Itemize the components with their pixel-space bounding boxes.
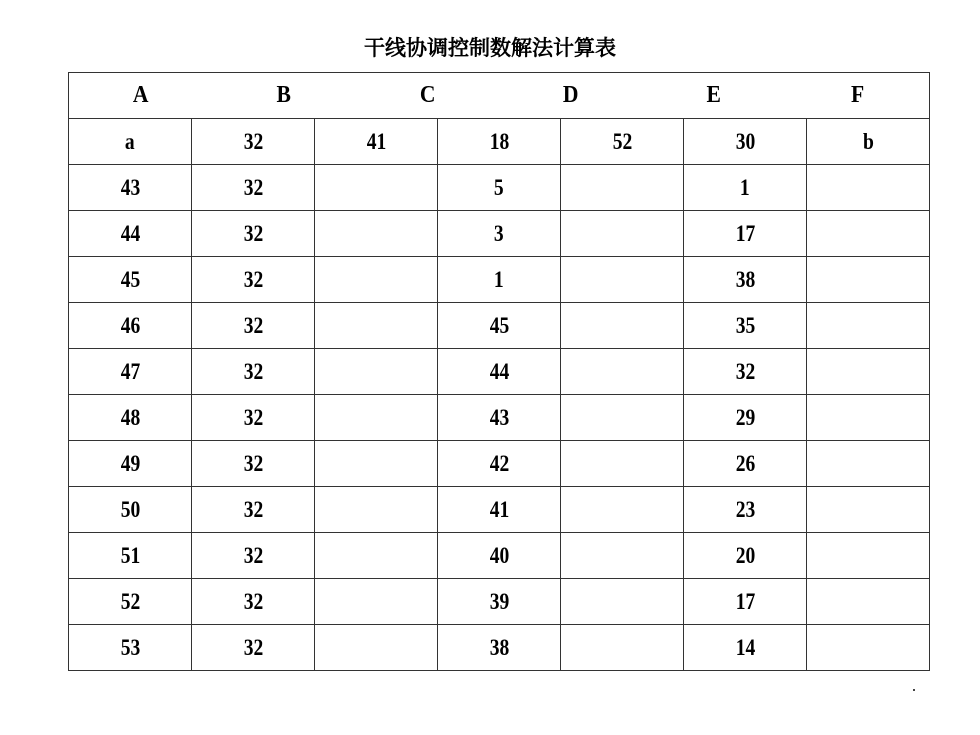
table-cell [684,487,807,533]
table-cell [69,487,192,533]
cell-value: 29 [735,404,755,430]
sub-header-row [69,119,930,165]
table-cell [315,257,438,303]
table-cell [438,395,561,441]
table-row [69,395,930,441]
table-cell [807,395,930,441]
cell-value: 23 [735,496,755,522]
table-cell [438,349,561,395]
table-row [69,349,930,395]
table-cell [192,165,315,211]
table-row [69,487,930,533]
table-cell [684,303,807,349]
cell-value: 45 [489,312,509,338]
cell-value: 43 [489,404,509,430]
cell-value: 47 [120,358,140,384]
table-cell [684,165,807,211]
table-cell [69,441,192,487]
cell-value: 51 [120,542,140,568]
table-row [69,441,930,487]
cell-value: 44 [120,220,140,246]
cell-value: 30 [735,128,755,154]
cell-value: 32 [243,312,263,338]
table-cell [69,533,192,579]
table-cell [192,441,315,487]
table-cell [561,165,684,211]
table-cell [438,625,561,671]
table-cell [438,119,561,165]
table-cell [561,257,684,303]
table-cell [561,625,684,671]
cell-value: 3 [494,220,504,246]
table-cell [807,165,930,211]
cell-value: 5 [494,174,504,200]
table-cell [69,349,192,395]
cell-value: 32 [243,634,263,660]
table-cell [69,395,192,441]
cell-value: 32 [243,588,263,614]
cell-value: 43 [120,174,140,200]
table-cell [315,119,438,165]
table-cell [315,303,438,349]
table-cell [807,625,930,671]
table-cell [684,579,807,625]
table-cell [807,349,930,395]
table-cell [315,579,438,625]
table-cell [807,487,930,533]
cell-value: 14 [735,634,755,660]
header-letter-e: E [706,82,722,108]
cell-value: 41 [489,496,509,522]
table-cell [315,625,438,671]
cell-value: 52 [612,128,632,154]
table-cell [561,395,684,441]
cell-value: 20 [735,542,755,568]
table-cell [684,625,807,671]
cell-value: 17 [735,220,755,246]
table-cell [192,487,315,533]
cell-value: 48 [120,404,140,430]
table-cell [192,119,315,165]
table-row [69,165,930,211]
data-table [68,118,930,671]
cell-value: 32 [243,174,263,200]
cell-value: 18 [489,128,509,154]
cell-value: 32 [243,542,263,568]
cell-value: 39 [489,588,509,614]
table-cell [69,165,192,211]
table-cell [561,119,684,165]
header-letter-row [68,72,930,118]
header-letter-a: A [132,82,149,108]
table-cell [561,533,684,579]
cell-value: 35 [735,312,755,338]
table-cell [192,395,315,441]
table-row [69,579,930,625]
cell-value: 17 [735,588,755,614]
cell-value: b [862,128,874,154]
cell-value: 32 [243,266,263,292]
table-cell [807,257,930,303]
table-cell [315,211,438,257]
table-cell [192,579,315,625]
table-cell [561,441,684,487]
table-cell [438,579,561,625]
cell-value: 42 [489,450,509,476]
cell-value: 32 [243,220,263,246]
table-cell [807,441,930,487]
cell-value: 40 [489,542,509,568]
table-cell [315,487,438,533]
table-cell [561,211,684,257]
cell-value: 50 [120,496,140,522]
cell-value: 38 [489,634,509,660]
table-cell [684,257,807,303]
table-cell [684,349,807,395]
cell-value: 32 [243,404,263,430]
table-cell [561,487,684,533]
table-cell [807,303,930,349]
cell-value: 32 [243,450,263,476]
cell-value: 38 [735,266,755,292]
cell-value: 49 [120,450,140,476]
table-cell [438,257,561,303]
table-cell [561,349,684,395]
table-cell [192,349,315,395]
table-cell [807,579,930,625]
header-letter-c: C [419,82,436,108]
header-letter-f: F [850,82,864,108]
table-row [69,257,930,303]
table-cell [438,303,561,349]
table-cell [315,165,438,211]
table-cell [69,257,192,303]
table-cell [684,441,807,487]
table-cell [438,533,561,579]
table-cell [192,211,315,257]
table-cell [561,579,684,625]
table-cell [315,441,438,487]
cell-value: 53 [120,634,140,660]
table-cell [684,533,807,579]
table-cell [192,533,315,579]
cell-value: 52 [120,588,140,614]
cell-value: 26 [735,450,755,476]
table-cell [561,303,684,349]
cell-value: 46 [120,312,140,338]
table-cell [438,487,561,533]
cell-value: 41 [366,128,386,154]
cell-value: 32 [243,496,263,522]
table-cell [438,165,561,211]
table-cell [69,625,192,671]
table-cell [192,303,315,349]
table-cell [69,119,192,165]
stray-dot [913,689,915,691]
calculation-table [68,72,930,671]
cell-value: 32 [735,358,755,384]
table-row [69,625,930,671]
table-cell [192,625,315,671]
table-cell [438,441,561,487]
table-cell [807,211,930,257]
table-cell [69,211,192,257]
table-row [69,303,930,349]
table-cell [192,257,315,303]
page-title: 干线协调控制数解法计算表 [364,36,616,60]
table-cell [315,533,438,579]
table-cell [684,395,807,441]
table-cell [807,119,930,165]
cell-value: 44 [489,358,509,384]
table-cell [315,395,438,441]
table-cell [315,349,438,395]
table-cell [684,211,807,257]
table-cell [807,533,930,579]
table-row [69,211,930,257]
table-row [69,533,930,579]
header-letter-d: D [562,82,579,108]
cell-value: 32 [243,358,263,384]
table-cell [69,303,192,349]
table-cell [684,119,807,165]
table-cell [69,579,192,625]
cell-value: 32 [243,128,263,154]
cell-value: 1 [494,266,504,292]
cell-value: 1 [740,174,750,200]
header-letter-b: B [276,82,292,108]
table-cell [438,211,561,257]
cell-value: 45 [120,266,140,292]
cell-value: a [125,128,135,154]
